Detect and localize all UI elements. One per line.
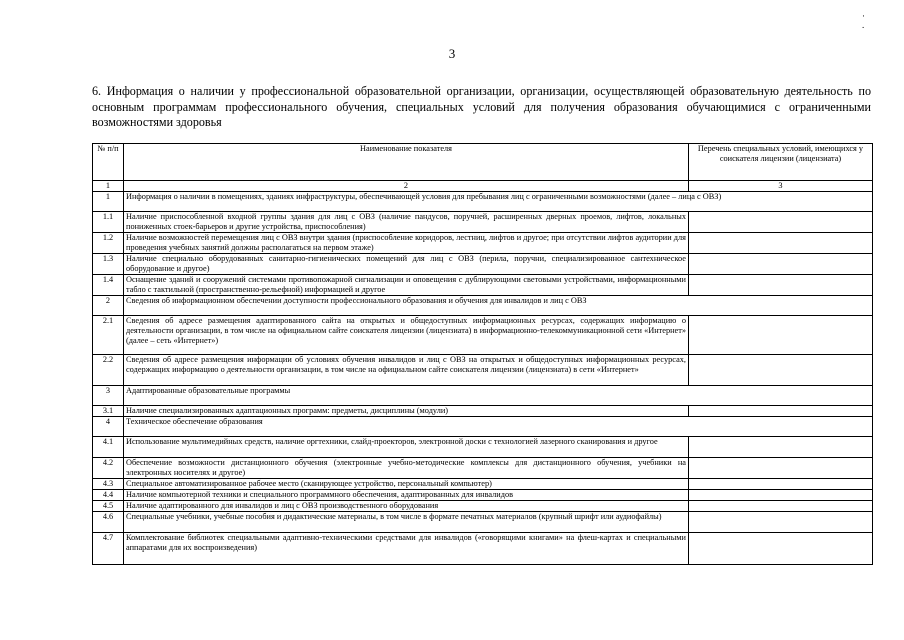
row-number: 2.1	[93, 316, 124, 355]
conditions-cell	[689, 212, 873, 233]
table-row	[93, 212, 873, 233]
indicator-name: Сведения об информационном обеспечении доступности профессионального образования и обучения для инвалидов и лиц с ОВЗ	[124, 296, 873, 316]
indicator-name: Техническое обеспечение образования	[124, 417, 873, 437]
row-number: 4.5	[93, 501, 124, 512]
conditions-cell	[689, 406, 873, 417]
row-number: 4.4	[93, 490, 124, 501]
table-header-row	[93, 144, 873, 181]
indicator-name: Специальное автоматизированное рабочее место (сканирующее устройство, персональный компьютер)	[124, 479, 689, 490]
indicator-name: Наличие специализированных адаптационных программ: предметы, дисциплины (модули)	[124, 406, 689, 417]
conditions-cell	[689, 233, 873, 254]
column-number-row	[93, 181, 873, 192]
column-number: 1	[93, 181, 124, 192]
conditions-cell	[689, 275, 873, 296]
conditions-cell	[689, 501, 873, 512]
table-row	[93, 406, 873, 417]
conditions-cell	[689, 512, 873, 533]
column-number: 2	[124, 181, 689, 192]
table-row	[93, 355, 873, 386]
row-number: 4.3	[93, 479, 124, 490]
row-number: 4	[93, 417, 124, 437]
row-number: 1	[93, 192, 124, 212]
header-list: Перечень специальных условий, имеющихся у соискателя лицензии (лицензиата)	[689, 144, 873, 181]
row-number: 4.6	[93, 512, 124, 533]
table-row	[93, 275, 873, 296]
indicator-name: Специальные учебники, учебные пособия и дидактические материалы, в том числе в формате печатных материалов (крупный шрифт или аудиофайлы)	[124, 512, 689, 533]
indicator-name: Информация о наличии в помещениях, зданиях инфраструктуры, обеспечивающей условия для пребывания лиц с ограниченными возможностями (далее – лица с ОВЗ)	[124, 192, 873, 212]
table-body	[93, 192, 873, 565]
indicator-name: Наличие специально оборудованных санитарно-гигиенических помещений для лиц с ОВЗ (перила, поручни, специализированное сантехническое оборудование и другое)	[124, 254, 689, 275]
table-row	[93, 233, 873, 254]
row-number: 3.1	[93, 406, 124, 417]
row-number: 2.2	[93, 355, 124, 386]
conditions-cell	[689, 437, 873, 458]
table-row	[93, 501, 873, 512]
section-row	[93, 417, 873, 437]
indicator-name: Наличие приспособленной входной группы здания для лиц с ОВЗ (наличие пандусов, поручней, расширенных дверных проемов, лифтов, локальных пониженных стоек-барьеров и другие устройства, приспособления)	[124, 212, 689, 233]
indicator-name: Комплектование библиотек специальными адаптивно-техническими средствами для инвалидов («говорящими книгами» на флеш-картах и специальными аппаратами для их воспроизведения)	[124, 533, 689, 565]
row-number: 4.2	[93, 458, 124, 479]
column-number: 3	[689, 181, 873, 192]
indicator-name: Оснащение зданий и сооружений системами противопожарной сигнализации и оповещения с дублирующими световыми устройствами, информационными табло с тактильной (пространственно-рельефной) информацией и другое	[124, 275, 689, 296]
conditions-cell	[689, 254, 873, 275]
indicator-name: Сведения об адресе размещения адаптированного сайта на открытых и общедоступных информационных ресурсах, содержащих информацию о деятельности организации, в том числе на официальном сайте соискателя лицензии (лицензиата) в информационно-телекоммуникационной сети «Интернет» (далее – сеть «Интернет»)	[124, 316, 689, 355]
indicator-name: Сведения об адресе размещения информации об условиях обучения инвалидов и лиц с ОВЗ на открытых и общедоступных информационных ресурсах, содержащих информацию о деятельности организации, в том числе на официальном сайте соискателя лицензии (лицензиата) в сети «Интернет»	[124, 355, 689, 386]
section-row	[93, 192, 873, 212]
indicator-name: Наличие компьютерной техники и специального программного обеспечения, адаптированных для инвалидов	[124, 490, 689, 501]
table-row	[93, 533, 873, 565]
table-row	[93, 254, 873, 275]
conditions-cell	[689, 479, 873, 490]
row-number: 1.3	[93, 254, 124, 275]
row-number: 3	[93, 386, 124, 406]
conditions-cell	[689, 490, 873, 501]
indicator-name: Наличие адаптированного для инвалидов и лиц с ОВЗ производственного оборудования	[124, 501, 689, 512]
row-number: 4.1	[93, 437, 124, 458]
header-name: Наименование показателя	[124, 144, 689, 181]
table-row	[93, 490, 873, 501]
corner-mark: · .	[862, 11, 865, 30]
section-row	[93, 386, 873, 406]
row-number: 1.1	[93, 212, 124, 233]
indicator-name: Адаптированные образовательные программы	[124, 386, 873, 406]
table-row	[93, 479, 873, 490]
section-heading: 6. Информация о наличии у профессиональной образовательной организации, организации, осуществляющей образовательную деятельность по основным программам профессионального обучения, специальных условий для получения образования обучающимися с ограниченными возможностями здоровья	[92, 84, 871, 129]
row-number: 4.7	[93, 533, 124, 565]
page-number: 3	[448, 46, 456, 61]
section-row	[93, 296, 873, 316]
conditions-table	[92, 143, 873, 565]
row-number: 2	[93, 296, 124, 316]
conditions-cell	[689, 316, 873, 355]
indicator-name: Использование мультимедийных средств, наличие оргтехники, слайд-проекторов, электронной доски с технологией лазерного сканирования и другое	[124, 437, 689, 458]
table-row	[93, 316, 873, 355]
table-row	[93, 437, 873, 458]
row-number: 1.2	[93, 233, 124, 254]
row-number: 1.4	[93, 275, 124, 296]
indicator-name: Обеспечение возможности дистанционного обучения (электронные учебно-методические комплексы для дистанционного обучения, учебники на электронных носителях и другое)	[124, 458, 689, 479]
table-row	[93, 458, 873, 479]
conditions-cell	[689, 533, 873, 565]
conditions-cell	[689, 458, 873, 479]
conditions-cell	[689, 355, 873, 386]
indicator-name: Наличие возможностей перемещения лиц с ОВЗ внутри здания (приспособление коридоров, лестниц, лифтов и другое; при отсутствии лифтов аудитории для проведения учебных занятий должны располагаться на первом этаже)	[124, 233, 689, 254]
table-row	[93, 512, 873, 533]
header-num: № п/п	[93, 144, 124, 181]
